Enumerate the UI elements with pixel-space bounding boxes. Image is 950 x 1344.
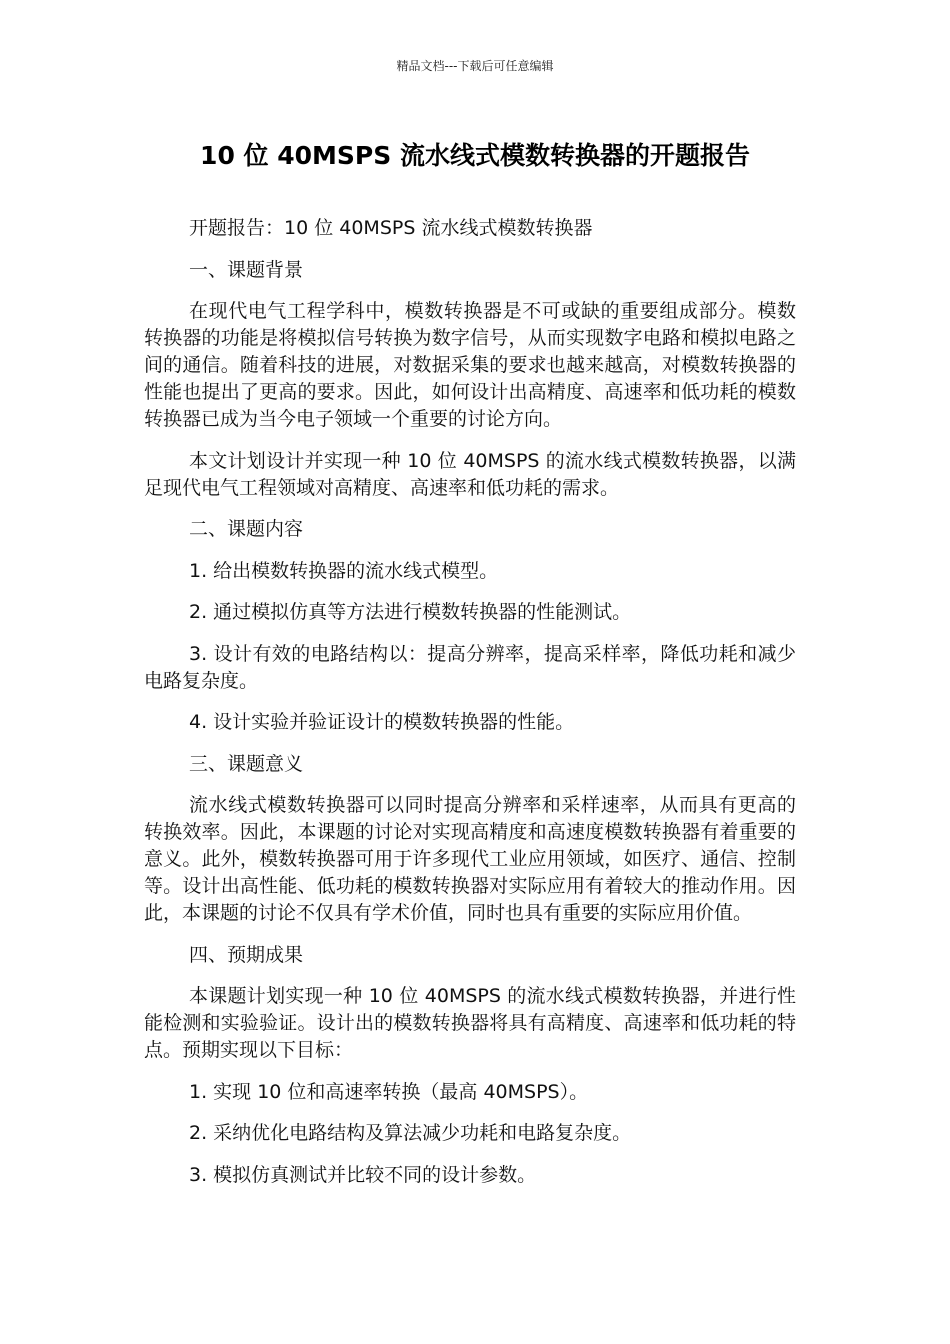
body-paragraph: 流水线式模数转换器可以同时提高分辨率和采样速率，从而具有更高的转换效率。因此，本课题的讨论对实现高精度和高速度模数转换器有着重要的意义。此外，模数转换器可用于许多现代工业应用领域，如医疗、通信、控制等。设计出高性能、低功耗的模数转换器对实际应用有着较大的推动作用。因此，本课题的讨论不仅具有学术价值，同时也具有重要的实际应用价值。 xyxy=(144,794,796,924)
section-heading-outcomes: 四、预期成果 xyxy=(189,943,304,966)
list-item: 4. 设计实验并验证设计的模数转换器的性能。 xyxy=(189,711,575,733)
section-heading-content: 二、课题内容 xyxy=(189,518,304,540)
page-header-note: 精品文档---下载后可任意编辑 xyxy=(396,59,554,73)
list-item: 2. 采纳优化电路结构及算法减少功耗和电路复杂度。 xyxy=(189,1122,632,1144)
body-paragraph: 在现代电气工程学科中，模数转换器是不可或缺的重要组成部分。模数转换器的功能是将模拟信号转换为数字信号，从而实现数字电路和模拟电路之间的通信。随着科技的进展，对数据采集的要求也越来越高，对模数转换器的性能也提出了更高的要求。因此，如何设计出高精度、高速率和低功耗的模数转换器已成为当今电子领域一个重要的讨论方向。 xyxy=(144,300,796,430)
list-item: 1. 给出模数转换器的流水线式模型。 xyxy=(189,559,499,582)
list-item: 3. 模拟仿真测试并比较不同的设计参数。 xyxy=(189,1163,537,1186)
list-item: 3. 设计有效的电路结构以：提高分辨率，提高采样率，降低功耗和减少电路复杂度。 xyxy=(144,642,796,692)
list-item: 1. 实现 10 位和高速率转换（最高 40MSPS）。 xyxy=(189,1080,589,1103)
section-heading-significance: 三、课题意义 xyxy=(189,752,304,775)
body-paragraph: 本课题计划实现一种 10 位 40MSPS 的流水线式模数转换器，并进行性能检测和实验验证。设计出的模数转换器将具有高精度、高速率和低功耗的特点。预期实现以下目标： xyxy=(144,985,796,1061)
list-item: 2. 通过模拟仿真等方法进行模数转换器的性能测试。 xyxy=(189,601,632,623)
document-title: 10 位 40MSPS 流水线式模数转换器的开题报告 xyxy=(200,141,750,170)
section-heading-background: 一、课题背景 xyxy=(189,258,304,281)
report-subtitle: 开题报告：10 位 40MSPS 流水线式模数转换器 xyxy=(189,217,593,239)
document-body xyxy=(144,215,796,1203)
body-paragraph: 本文计划设计并实现一种 10 位 40MSPS 的流水线式模数转换器，以满足现代电气工程领域对高精度、高速率和低功耗的需求。 xyxy=(144,449,796,499)
